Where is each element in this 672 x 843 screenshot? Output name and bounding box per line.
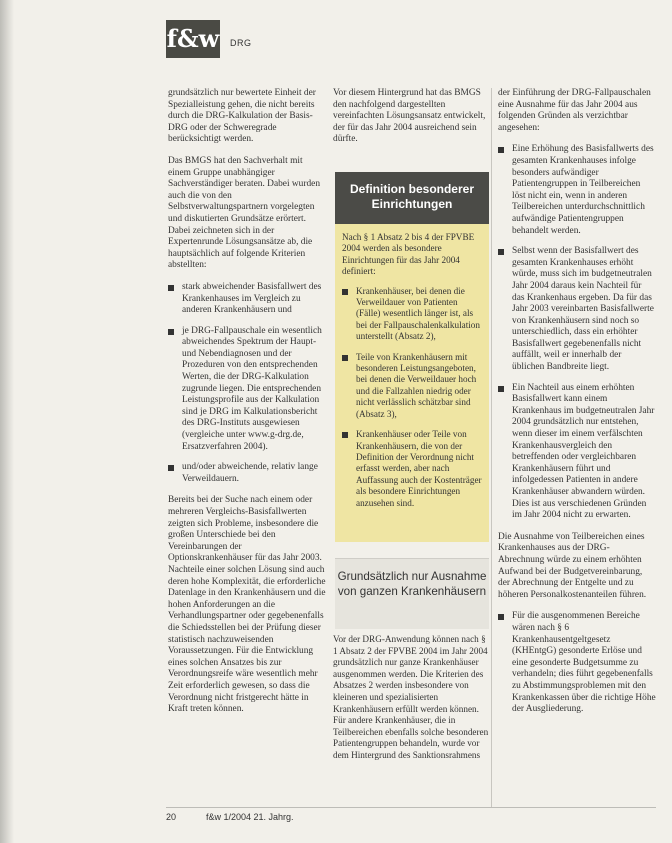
column-2 <box>333 88 491 156</box>
journal-issue: f&w 1/2004 21. Jahrg. <box>206 812 294 822</box>
list-item: je DRG-Fallpauschale ein wesentlich abweichendes Spektrum der Haupt- und Nebendiagnosen und der Prozeduren von den entsprechenden Werten, die der DRG-Kalkulation zugrunde liegen. Die entsprechenden Leistungsprofile aus der Kalkulation sind je DRG im Kalkulationsbericht des DRG-Instituts ausgewiesen (vergleiche unter www.g-drg.de, Ersatzverfahren 2004). <box>168 326 326 454</box>
paragraph: Bereits bei der Suche nach einem oder mehreren Vergleichs-Basisfallwerten zeigten sich Probleme, insbesondere die großen Unterschiede bei den Vereinbarungen der Optionskrankenhäuser für das Jahr 2003. Nachteile einer solchen Lösung sind auch deren hohe Komplexität, die erforderliche Datenlage in den Krankenhäusern und die hohen Anforderungen an die Verhandlungspartner oder gegebenenfalls die Schiedsstellen bei der Prüfung dieser statistisch nachzuweisenden Voraussetzungen. Für die Entwicklung eines solchen Ansatzes bis zur Verordnungsreife wäre wesentlich mehr Zeit erforderlich gewesen, so dass die Verordnung nicht fristgerecht hätte in Kraft treten können. <box>168 495 326 715</box>
list-item: Ein Nachteil aus einem erhöhten Basisfallwert kann einem Krankenhaus im budgetneutralen Jahr 2004 grundsätzlich nur entstehen, wenn dieser im einem verfälschten Krankenhausvergleich den betreffenden oder vergleichbaren Krankenhäusern führt und infolgedessen Patienten in andere Krankenhäuser abwandern würden. Dies ist aus verschiedenen Gründen im Jahr 2004 nicht zu erwarten. <box>498 383 656 522</box>
box-title: Definition besonderer Einrichtungen <box>335 172 489 224</box>
paragraph: Das BMGS hat den Sachverhalt mit einem Gruppe unabhängiger Sachverständiger beraten. Dabei wurden auch die von den Selbstverwaltungspartnern vorgelegten und diskutierten Grundsätze erörtert. Dabei zeichneten sich in der Expertenrunde Lösungsansätze ab, die hauptsächlich auf folgende Kriterien abstellten: <box>168 155 321 271</box>
list-item: Krankenhäuser, bei denen die Verweildauer von Patienten (Fälle) wesentlich länger ist, als bei der Fallpauschalenkalkulation unterstellt (Absatz 2), <box>342 286 482 343</box>
paragraph: der Einführung der DRG-Fallpauschalen eine Ausnahme für das Jahr 2004 aus folgenden Gründen als verzichtbar angesehen: <box>498 88 651 133</box>
bullet-list <box>498 144 656 521</box>
list-item: Selbst wenn der Basisfallwert des gesamten Krankenhauses erhöht würde, muss sich im budgetneutralen Jahr 2004 daraus kein Nachteil für das Krankenhaus ergeben. Da für das Jahr 2003 vereinbarten Basisfallwerte von Krankenhäusern sind noch so unterschiedlich, dass ein erhöhter Basisfallwert gegebenenfalls nicht auffällt, weil er innerhalb der üblichen Bandbreite liegt. <box>498 246 656 374</box>
column-3 <box>498 88 656 726</box>
list-item: stark abweichender Basisfallwert des Krankenhauses im Vergleich zu anderen Krankenhäusern und <box>168 282 326 317</box>
footer-rule <box>166 807 656 808</box>
bullet-list <box>168 282 326 486</box>
list-item: Krankenhäuser oder Teile von Krankenhäusern, die von der Definition der Verordnung nicht erfasst werden, aber nach Auffassung auch der Kostenträger als besondere Einrichtungen anzusehen sind. <box>342 429 482 509</box>
paragraph: Vor diesem Hintergrund hat das BMGS den nachfolgend dargestellten vereinfachten Lösungsansatz entwickelt, der für das Jahr 2004 ausreichend sein dürfte. <box>333 88 486 145</box>
column-divider <box>491 88 492 808</box>
paragraph: Nach § 1 Absatz 2 bis 4 der FPVBE 2004 werden als besondere Einrichtungen für das Jahr 2004 definiert: <box>342 232 475 277</box>
journal-logo: f&w <box>166 20 220 58</box>
paragraph: grundsätzlich nur bewertete Einheit der Spezialleistung gehen, die nicht bereits durch die DRG-Kalkulation der Basis-DRG oder der Schweregrade berücksichtigt werden. <box>168 88 316 145</box>
bullet-list <box>342 286 482 509</box>
column-2-continued <box>333 634 491 762</box>
list-item: Eine Erhöhung des Basisfallwerts des gesamten Krankenhauses infolge besonders aufwändiger Patientengruppen in Teilbereichen löst nicht ein, wenn in anderen Teilbereichen unterdurchschnittlich aufwändige Patientengruppen behandelt werden. <box>498 144 656 237</box>
page-binding-shadow <box>0 0 14 843</box>
box-body <box>335 224 489 509</box>
section-label: DRG <box>230 38 252 48</box>
page-number: 20 <box>166 812 177 822</box>
list-item: Teile von Krankenhäusern mit besonderen Leistungsangeboten, bei denen die Verweildauer hoch und die Fallzahlen niedrig oder nicht verlässlich schätzbar sind (Absatz 3), <box>342 352 482 420</box>
column-1 <box>168 88 326 726</box>
bullet-list <box>498 611 656 715</box>
subheading-box <box>335 558 489 629</box>
paragraph: Vor der DRG-Anwendung können nach § 1 Absatz 2 der FPVBE 2004 im Jahr 2004 grundsätzlich nur ganze Krankenhäuser ausgenommen werden. Die Kriterien des Absatzes 2 werden insbesondere von kleineren und spezialisierten Krankenhäusern erfüllt werden können. Für andere Krankenhäuser, die in Teilbereichen ebenfalls solche besonderen Patientengruppen behandeln, wurde vor dem Hintergrund des Sanktionsrahmens <box>333 634 489 760</box>
list-item: Für die ausgenommenen Bereiche wären nach § 6 Krankenhausentgeltgesetz (KHEntgG) gesonderte Erlöse und eine gesonderte Budgetsumme zu verhandeln; dies führt gegebenenfalls zu Abstimmungsproblemen mit den Krankenkassen über die richtige Höhe der Ausgliederung. <box>498 611 656 715</box>
paragraph: Die Ausnahme von Teilbereichen eines Krankenhauses aus der DRG-Abrechnung würde zu einem erhöhten Aufwand bei der Budgetvereinbarung, der Abrechnung der Entgelte und zu höheren Personalkostenanteilen führen. <box>498 531 647 600</box>
list-item: und/oder abweichende, relativ lange Verweildauern. <box>168 462 326 485</box>
box-title: Grundsätzlich nur Ausnahme von ganzen Krankenhäusern <box>337 570 487 598</box>
definition-box <box>335 172 489 542</box>
